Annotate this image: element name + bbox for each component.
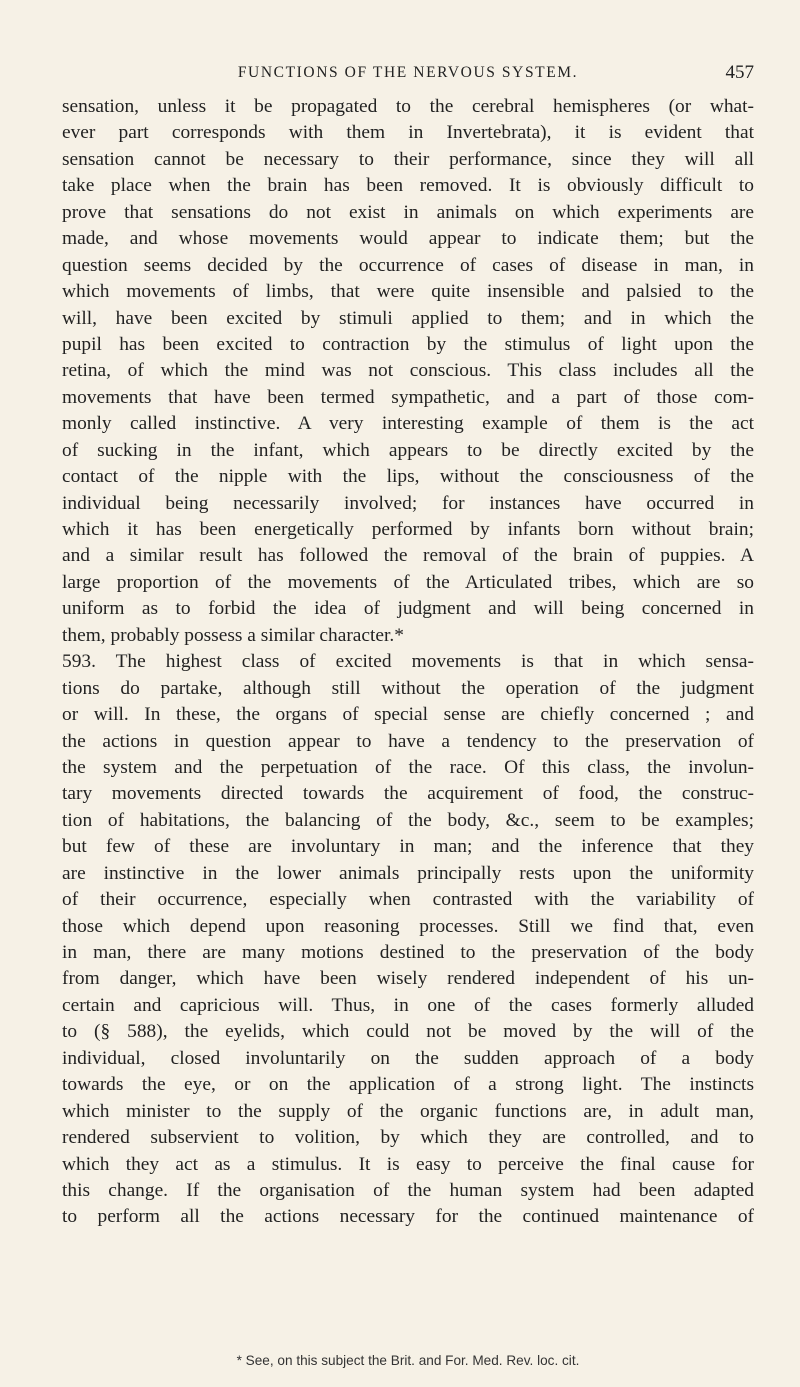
text-line: tions do partake, although still without the operation of the judgment (62, 677, 754, 699)
text-line: tary movements directed towards the acquirement of food, the construc- (62, 783, 754, 805)
footnote: * See, on this subject the Brit. and For. Med. Rev. loc. cit. (236, 1353, 580, 1368)
text-line: which movements of limbs, that were quite insensible and palsied to the (62, 281, 754, 303)
text-line: to (§ 588), the eyelids, which could not be moved by the will of the (62, 1021, 754, 1043)
text-line: pupil has been excited to contraction by the stimulus of light upon the (62, 333, 754, 355)
text-line: are instinctive in the lower animals principally rests upon the uniformity (62, 862, 754, 884)
text-line: to perform all the actions necessary for the continued maintenance of (62, 1206, 754, 1228)
text-line: question seems decided by the occurrence of cases of disease in man, in (62, 254, 754, 276)
body-text (62, 94, 754, 1231)
text-line: uniform as to forbid the idea of judgment and will being concerned in (62, 598, 754, 620)
text-line: prove that sensations do not exist in animals on which experiments are (62, 201, 754, 223)
text-line: take place when the brain has been removed. It is obviously difficult to (62, 175, 754, 197)
text-line: of their occurrence, especially when contrasted with the variability of (62, 889, 754, 911)
text-line: individual, closed involuntarily on the sudden approach of a body (62, 1047, 754, 1069)
text-line: but few of these are involuntary in man; and the inference that they (62, 836, 754, 858)
running-title: FUNCTIONS OF THE NERVOUS SYSTEM. (237, 64, 579, 81)
text-line: or will. In these, the organs of special sense are chiefly concerned ; and (62, 704, 754, 726)
text-line: those which depend upon reasoning processes. Still we find that, even (62, 915, 754, 937)
text-line: of sucking in the infant, which appears to be directly excited by the (62, 439, 754, 461)
text-line: large proportion of the movements of the Articulated tribes, which are so (62, 571, 754, 593)
text-line: which it has been energetically performed by infants born without brain; (62, 519, 754, 540)
text-line: them, probably possess a similar character.* (62, 624, 404, 646)
text-line: ever part corresponds with them in Invertebrata), it is evident that (62, 122, 754, 144)
text-line: movements that have been termed sympathetic, and a part of those com- (62, 386, 754, 408)
text-line: from danger, which have been wisely rendered independent of his un- (62, 968, 754, 990)
text-line: sensation cannot be necessary to their performance, since they will all (62, 148, 754, 170)
text-line: rendered subservient to volition, by which they are controlled, and to (62, 1127, 754, 1149)
text-line: towards the eye, or on the application of a strong light. The instincts (62, 1074, 754, 1096)
text-line: certain and capricious will. Thus, in one of the cases formerly alluded (62, 994, 754, 1016)
text-line: individual being necessarily involved; for instances have occurred in (62, 492, 754, 514)
running-head (62, 62, 754, 86)
text-line: this change. If the organisation of the human system had been adapted (62, 1179, 754, 1201)
text-line: made, and whose movements would appear to indicate them; but the (62, 228, 754, 250)
text-line: monly called instinctive. A very interesting example of them is the act (62, 413, 754, 435)
text-line: the actions in question appear to have a tendency to the preservation of (62, 730, 754, 752)
text-line: the system and the perpetuation of the race. Of this class, the involun- (62, 756, 754, 778)
text-line: contact of the nipple with the lips, without the consciousness of the (62, 466, 754, 488)
text-line: in man, there are many motions destined to the preservation of the body (62, 942, 754, 963)
text-line: 593. The highest class of excited movements is that in which sensa- (62, 651, 754, 673)
text-line: will, have been excited by stimuli applied to them; and in which the (62, 307, 754, 329)
text-line: sensation, unless it be propagated to the cerebral hemispheres (or what- (62, 96, 754, 117)
text-line: and a similar result has followed the removal of the brain of puppies. A (62, 545, 754, 567)
text-line: tion of habitations, the balancing of the body, &c., seem to be examples; (62, 809, 754, 831)
text-line: which minister to the supply of the organic functions are, in adult man, (62, 1100, 754, 1122)
page-number: 457 (725, 62, 754, 83)
text-line: which they act as a stimulus. It is easy to perceive the final cause for (62, 1153, 754, 1175)
text-line: retina, of which the mind was not conscious. This class includes all the (62, 360, 754, 382)
